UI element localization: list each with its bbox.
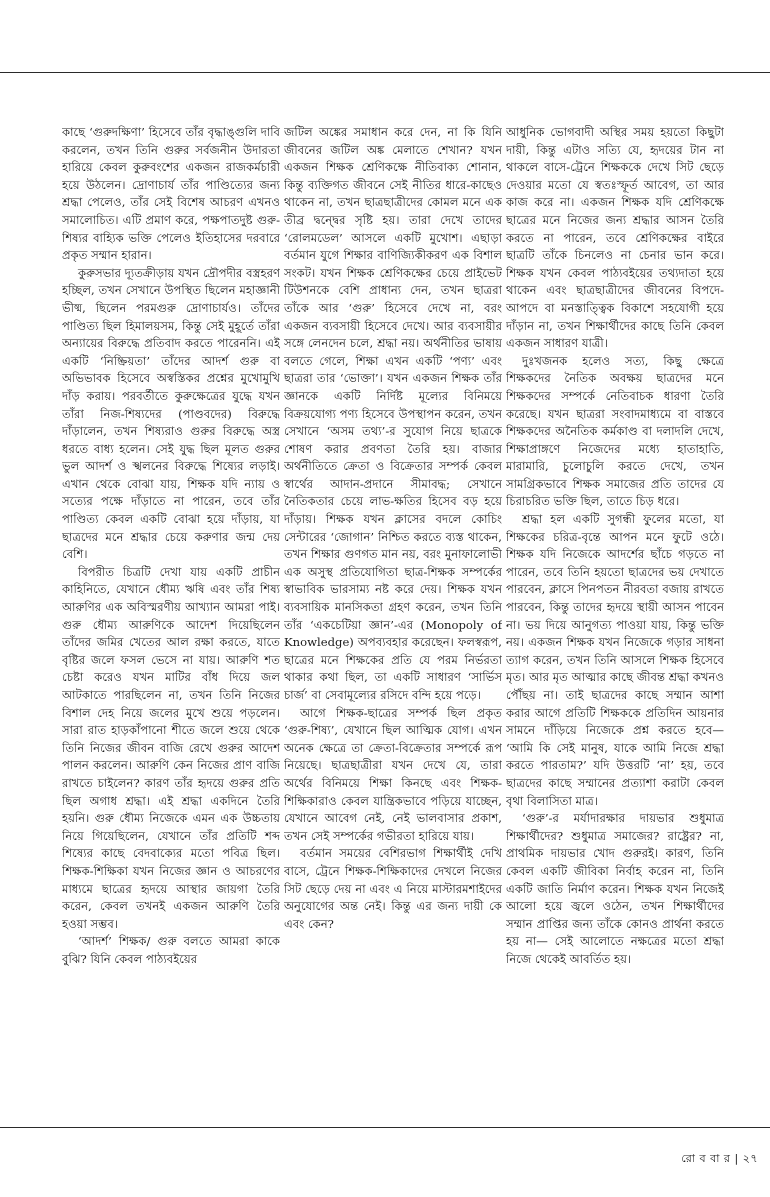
page-number: ২৭ xyxy=(742,1152,758,1165)
paragraph: জটিল অঙ্কের সমাধান করে দেন, না কি যিনি জীবনের জটিল অঙ্ক মেলাতে শেখান? যখন একজন শিক্ষক শ্রেণিকক্ষে নীতিবাক্য শোনান, কিন্তু ব্যক্তিগত জীবনে সেই নীতির ধারে-কাছেও থাকেন না, তখন ছাত্রছাত্রীদের কোমল মনে এক তীব্র দ্বন্দ্বের সৃষ্টি হয়। তারা দেখে তাদের ‘রোলমডেল’ আসলে একটি মুখোশ। এছাড়া বর্তমান যুগে শিক্ষার বাণিজ্যিকীকরণ এক বিশাল সংকট। যখন শিক্ষক শ্রেণিকক্ষের চেয়ে প্রাইভেট টিউশনকে বেশি প্রাধান্য দেন, তখন ছাত্ররা তাঁকে আর ‘গুরু’ হিসেবে দেখে না, বরং একজন ব্যবসায়ী হিসেবে দেখে। আর ব্যবসায়ীর সঙ্গে লেনদেন চলে, শ্রদ্ধা নয়। অর্থনীতির ভাষায় বলতে গেলে, শিক্ষা এখন একটি ‘পণ্য’ এবং ছাত্ররা তার ‘ভোক্তা’। যখন একজন শিক্ষক তাঁর জ্ঞানকে একটি নির্দিষ্ট মূল্যের বিনিময়ে বিক্রয়যোগ্য পণ্য হিসেবে উপস্থাপন করেন, তখন সেখানে ‘অসম তথ্য’-র সুযোগ নিয়ে ছাত্রকে শোষণ করার প্রবণতা তৈরি হয়। বাজার অর্থনীতিতে ক্রেতা ও বিক্রেতার সম্পর্ক কেবল স্বার্থের আদান-প্রদানে সীমাবদ্ধ; সেখানে নৈতিকতার চেয়ে লাভ-ক্ষতির হিসেব বড় হয়ে দাঁড়ায়। শিক্ষক যখন ক্লাসের বদলে কোচিং সেন্টারের ‘জোগান’ নিশ্চিত করতে ব্যস্ত থাকেন, তখন শিক্ষার গুণগত মান নয়, বরং মুনাফালোভী এক অসুস্থ প্রতিযোগিতা ছাত্র-শিক্ষক সম্পর্কের স্বাভাবিক ভারসাম্য নষ্ট করে দেয়। শিক্ষক যখন ব্যবসায়িক মানসিকতা গ্রহণ করেন, তখন তিনি তাঁর ‘একচেটিয়া জ্ঞান’-এর (Monopoly of Knowledge) অপব্যবহার করেছেন। ফলস্বরূপ, ছাত্রের মনে শিক্ষকের প্রতি যে পরম নির্ভরতা থাকার কথা ছিল, তা একটি সাধারণ ‘সার্ভিস চার্জ’ বা সেবামূল্যের রসিদে বন্দি হয়ে পড়ে। xyxy=(284,125,502,702)
paragraph: আধুনিক ভোগবাদী অস্থির সময় হয়তো কিছুটা দায়ী, কিন্তু এটাও সত্যি যে, হৃদয়ের টান না থাকলে বাসে-ট্রেনে শিক্ষককে দেখে সিট ছেড়ে দেওয়ার মতো যে স্বতঃস্ফূর্ত আবেগ, তা আর কাজ করে না। একজন শিক্ষক যদি শ্রেণিকক্ষে ছাত্রের মনে নিজের জন্য শ্রদ্ধার আসন তৈরি করতে না পারেন, তবে শ্রেণিকক্ষের বাইরে ছাত্রটি তাঁকে চিনলেও না চেনার ভান করে। শিক্ষক যখন কেবল পাঠ্যবইয়ের তথ্যদাতা হয়ে থাকেন এবং ছাত্রছাত্রীদের জীবনের বিপদে-আপদে বা মনস্তাত্ত্বিক বিকাশে সহযোগী হয়ে দাঁড়ান না, তখন শিক্ষার্থীদের কাছে তিনি কেবল একজন সাধারণ যাত্রী। xyxy=(506,125,724,351)
text-column-2 xyxy=(284,124,502,1124)
bottom-rule xyxy=(0,1127,770,1128)
magazine-name: রো ব বা র xyxy=(681,1152,731,1165)
paragraph: ‘আদর্শ’ শিক্ষক/ গুরু বলতে আমরা কাকে বুঝি? যিনি কেবল পাঠ্যবইয়ের xyxy=(62,934,280,966)
paragraph: আগে শিক্ষক-ছাত্রের সম্পর্ক ছিল প্রকৃত ‘গুরু-শিষ্য’, যেখানে ছিল আত্মিক যোগ। এখন অনেক ক্ষেত্রে তা ক্রেতা-বিক্রেতার সম্পর্কে রূপ নিয়েছে। ছাত্রছাত্রীরা যখন দেখে যে, তারা অর্থের বিনিময়ে শিক্ষা কিনছে এবং শিক্ষক-শিক্ষিকারাও কেবল যান্ত্রিকভাবে পড়িয়ে যাচ্ছেন, যেখানে আবেগ নেই, নেই ভালবাসার প্রকাশ, তখন সেই সম্পর্কের গভীরতা হারিয়ে যায়। xyxy=(284,705,502,843)
paragraph: শ্রদ্ধা হল একটি সুগন্ধী ফুলের মতো, যা শিক্ষকের চরিত্র-বৃন্তে আপন মনে ফুটে ওঠে। শিক্ষক যদি নিজেকে আদর্শের ছাঁচে গড়তে না পারেন, তবে তিনি হয়তো ছাত্রদের ভয় দেখাতে পারবেন, ক্লাসে পিনপতন নীরবতা বজায় রাখতে পারবেন, কিন্তু তাদের হৃদয়ে স্থায়ী আসন পাবেন না। ভয় দিয়ে আনুগত্য পাওয়া যায়, কিন্তু ভক্তি নয়। একজন শিক্ষক যখন নিজেকে গড়ার সাধনা ত্যাগ করেন, তখন তিনি আসলে শিক্ষক হিসেবে মৃত। আর মৃত আত্মার কাছে জীবন্ত শ্রদ্ধা কখনও পৌঁছয় না। তাই ছাত্রদের কাছে সম্মান আশা করার আগে প্রতিটি শিক্ষককে প্রতিদিন আয়নার সামনে দাঁড়িয়ে নিজেকে প্রশ্ন করতে হবে— ‘আমি কি সেই মানুষ, যাকে আমি নিজে শ্রদ্ধা করতে পারতাম?’ যদি উত্তরটি ‘না’ হয়, তবে ছাত্রদের কাছে সম্মানের প্রত্যাশা করাটা কেবল বৃথা বিলাসিতা মাত্র। xyxy=(506,512,724,808)
footer-separator: | xyxy=(734,1152,739,1165)
paragraph: দুঃখজনক হলেও সত্য, কিছু ক্ষেত্রে শিক্ষকদের নৈতিক অবক্ষয় ছাত্রদের মনে শিক্ষকদের সম্পর্কে নেতিবাচক ধারণা তৈরি করেছে। যখন ছাত্ররা সংবাদমাধ্যমে বা বাস্তবে শিক্ষকদের অনৈতিক কর্মকাণ্ড বা দলাদলি দেখে, শিক্ষাপ্রাঙ্গণে নিজেদের মধ্যে হাতাহাতি, মারামারি, চুলোচুলি করতে দেখে, তখন সামগ্রিকভাবে শিক্ষক সমাজের প্রতি তাদের যে চিরাচরিত ভক্তি ছিল, তাতে চিড় ধরে। xyxy=(506,353,724,509)
paragraph: বর্তমান সময়ের বেশিরভাগ শিক্ষার্থীই দেখি বাসে, ট্রেনে শিক্ষক-শিক্ষিকাদের দেখলে নিজের সিট ছেড়ে দেয় না এবং এ নিয়ে মাস্টারমশাইদের অনুযোগের অন্ত নেই। কিন্তু এর জন্য দায়ী কে এবং কেন? xyxy=(284,846,502,931)
paragraph: কুরুসভার দ্যূতক্রীড়ায় যখন দ্রৌপদীর বস্ত্রহরণ হচ্ছিল, তখন সেখানে উপস্থিত ছিলেন মহাজ্ঞানী ভীষ্ম, ছিলেন পরমগুরু দ্রোণাচার্যও। তাঁদের পাণ্ডিত্য ছিল হিমালয়সম, কিন্তু সেই মুহূর্তে তাঁরা অন্যায়ের বিরুদ্ধে প্রতিবাদ করতে পারেননি। এই একটি ‘নিষ্ক্রিয়তা’ তাঁদের আদর্শ গুরু বা অভিভাবক হিসেবে অস্বস্তিকর প্রশ্নের মুখোমুখি দাঁড় করায়। পরবর্তীতে কুরুক্ষেত্রের যুদ্ধে যখন তাঁরা নিজ-শিষ্যদের (পাণ্ডবদের) বিরুদ্ধে দাঁড়ালেন, তখন শিষ্যরাও গুরুর বিরুদ্ধে অস্ত্র ধরতে বাধ্য হলেন। সেই যুদ্ধ ছিল মূলত গুরুর ভুল আদর্শ ও স্খলনের বিরুদ্ধে শিষ্যের লড়াই। এখান থেকে বোঝা যায়, শিক্ষক যদি ন্যায় ও সত্যের পক্ষে দাঁড়াতে না পারেন, তবে তাঁর পাণ্ডিত্য কেবল একটি বোঝা হয়ে দাঁড়ায়, যা ছাত্রদের মনে শ্রদ্ধার চেয়ে করুণার জন্ম দেয় বেশি। xyxy=(62,265,280,562)
paragraph: বিপরীত চিত্রটি দেখা যায় একটি প্রাচীন কাহিনিতে, যেখানে ধৌম্য ঋষি এবং তাঁর শিষ্য আরুণির এক অবিস্মরণীয় আখ্যান আমরা পাই। গুরু ধৌম্য আরুণিকে আদেশ দিয়েছিলেন তাঁদের জমির খেতের আল রক্ষা করতে, যাতে বৃষ্টির জলে ফসল ভেসে না যায়। আরুণি শত চেষ্টা করেও যখন মাটির বাঁধ দিয়ে জল আটকাতে পারছিলেন না, তখন তিনি নিজের বিশাল দেহ নিয়ে জলের মুখে শুয়ে পড়লেন। সারা রাত হাড়কাঁপানো শীতে জলে শুয়ে থেকে তিনি নিজের জীবন বাজি রেখে গুরুর আদেশ পালন করলেন। আরুণি কেন নিজের প্রাণ বাজি রাখতে চাইলেন? কারণ তাঁর হৃদয়ে গুরুর প্রতি ছিল অগাধ শ্রদ্ধা। এই শ্রদ্ধা একদিনে তৈরি হয়নি। গুরু ধৌম্য নিজেকে এমন এক উচ্চতায় নিয়ে গিয়েছিলেন, যেখানে তাঁর প্রতিটি শব্দ শিষ্যের কাছে বেদবাক্যের মতো পবিত্র ছিল। শিক্ষক-শিক্ষিকা যখন নিজের জ্ঞান ও আচরণের মাধ্যমে ছাত্রের হৃদয়ে আস্থার জায়গা তৈরি করেন, কেবল তখনই একজন আরুণি তৈরি হওয়া সম্ভব। xyxy=(62,564,280,931)
top-rule xyxy=(0,72,770,73)
text-column-3 xyxy=(506,124,724,1124)
page-footer xyxy=(681,1150,758,1169)
paragraph: ‘গুরু’-র মর্যাদারক্ষার দায়ভার শুধুমাত্র শিক্ষার্থীদের? শুধুমাত্র সমাজের? রাষ্ট্রের? না, প্রাথমিক দায়ভার খোদ গুরুরই। কারণ, তিনি কেবল একটি জীবিকা নির্বাহ করেন না, তিনি একটি জাতি নির্মাণ করেন। শিক্ষক যখন নিজেই আলো হয়ে জ্বলে ওঠেন, তখন শিক্ষার্থীদের সম্মান প্রাপ্তির জন্য তাঁকে কোনও প্রার্থনা করতে হয় না— সেই আলোতে নক্ষত্রের মতো শ্রদ্ধা নিজে থেকেই আবর্তিত হয়। xyxy=(506,811,724,966)
text-column-1 xyxy=(62,124,280,1124)
paragraph: কাছে ‘গুরুদক্ষিণা’ হিসেবে তাঁর বৃদ্ধাঙ্গুলি দাবি করলেন, তখন তিনি গুরুর সর্বজনীন উদারতা হারিয়ে কেবল কুরুবংশের একজন রাজকর্মচারী হয়ে উঠলেন। দ্রোণাচার্য তাঁর পাণ্ডিত্যের জন্য শ্রদ্ধা পেলেও, তাঁর সেই বিশেষ আচরণ এখনও সমালোচিত। এটি প্রমাণ করে, পক্ষপাতদুষ্ট গুরু-শিষ্যর বাহ্যিক ভক্তি পেলেও ইতিহাসের দরবারে প্রকৃত সম্মান হারান। xyxy=(62,125,280,263)
